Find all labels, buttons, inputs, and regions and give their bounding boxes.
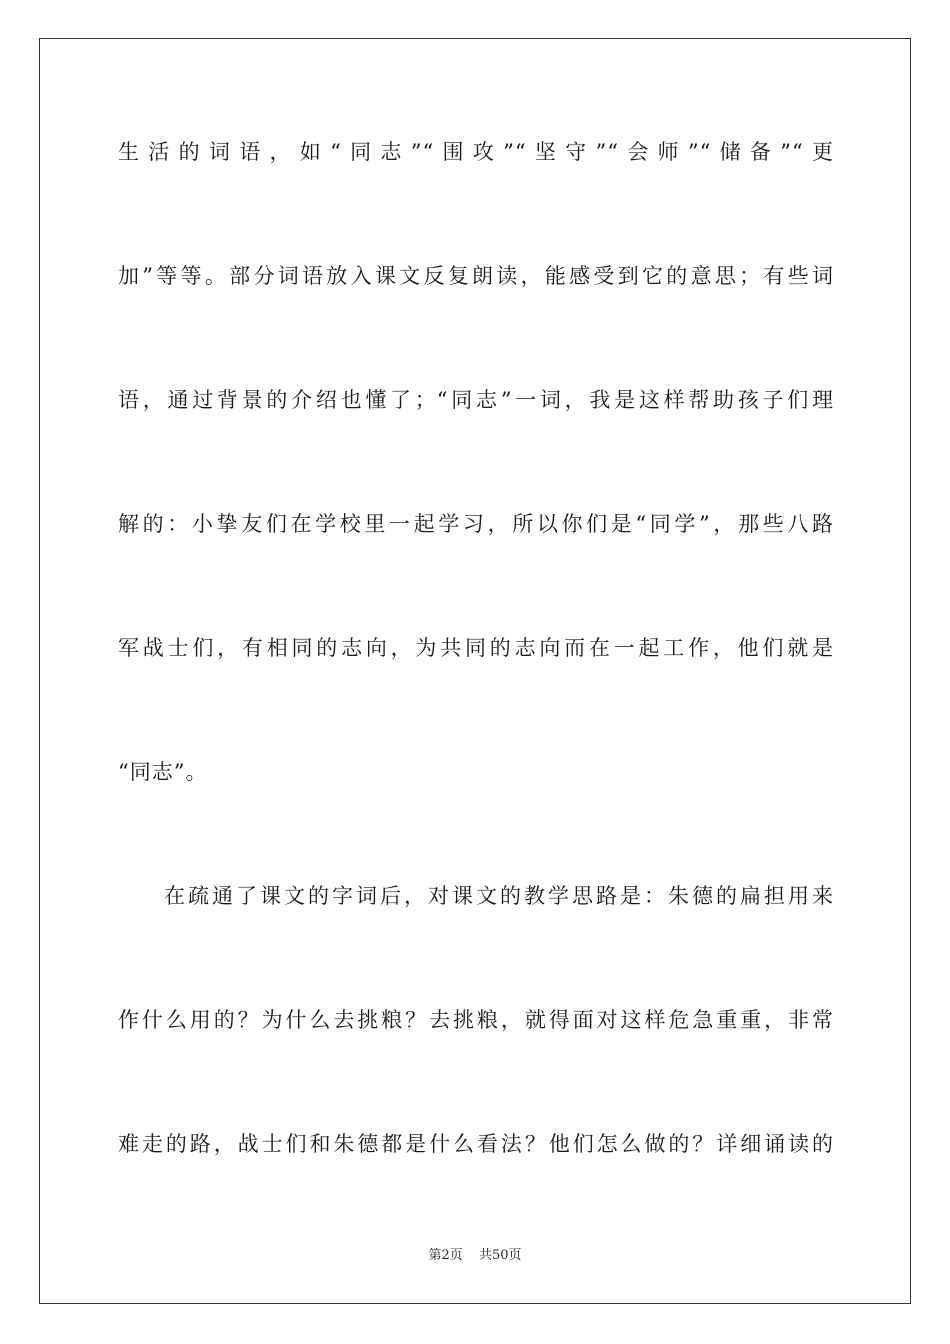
paragraph-line: 生活的词语，如“同志”“围攻”“坚守”“会师”“储备”“更 (118, 140, 834, 164)
paragraph-line: 语，通过背景的介绍也懂了；“同志”一词，我是这样帮助孩子们理 (118, 388, 834, 412)
page-total: 共50页 (478, 1248, 522, 1263)
page-border (39, 38, 911, 1304)
paragraph-line: 军战士们，有相同的志向，为共同的志向而在一起工作，他们就是 (118, 636, 834, 660)
paragraph-line-indented: 在疏通了课文的字词后，对课文的教学思路是：朱德的扁担用来 (164, 884, 834, 908)
page-number: 第2页 (428, 1248, 463, 1263)
paragraph-line: “同志”。 (118, 760, 208, 784)
paragraph-line: 作什么用的？为什么去挑粮？去挑粮，就得面对这样危急重重，非常 (118, 1008, 834, 1032)
paragraph-line: 加”等等。部分词语放入课文反复朗读，能感受到它的意思；有些词 (118, 264, 834, 288)
page-footer (0, 1247, 950, 1265)
paragraph-line: 解的：小挚友们在学校里一起学习，所以你们是“同学”，那些八路 (118, 512, 834, 536)
paragraph-line: 难走的路，战士们和朱德都是什么看法？他们怎么做的？详细诵读的 (118, 1132, 834, 1156)
